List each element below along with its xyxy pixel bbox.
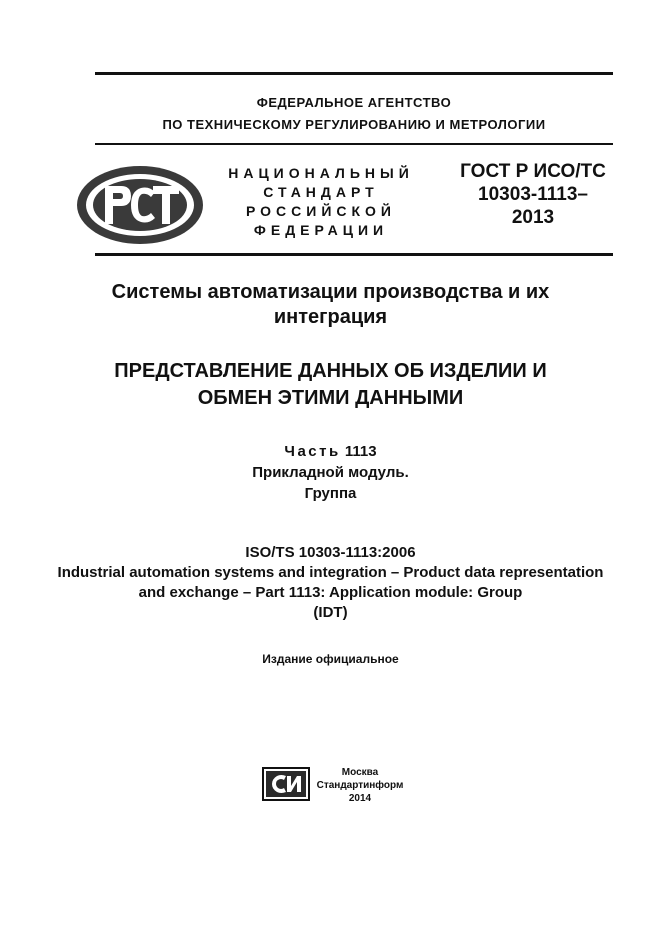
designation-divider: [95, 253, 613, 256]
publisher-year: 2014: [348, 793, 372, 804]
iso-line-3: and exchange – Part 1113: Application module: Group: [138, 584, 523, 601]
title-general: [60, 280, 601, 330]
iso-reference: [40, 543, 621, 623]
part-block: [60, 441, 601, 504]
title-line-3: ПРЕДСТАВЛЕНИЕ ДАННЫХ ОБ ИЗДЕЛИИ И: [114, 360, 547, 382]
iso-line-4: (IDT): [313, 604, 348, 621]
designation-line-2: 10303-1113–: [478, 184, 588, 205]
title-main: [60, 358, 601, 412]
title-line-1: Системы автоматизации производства и их: [111, 281, 550, 303]
iso-line-1: ISO/TS 10303-1113:2006: [245, 544, 416, 561]
header-divider: [95, 143, 613, 145]
part-number: 1113: [344, 443, 377, 460]
publisher-name: Стандартинформ: [316, 780, 404, 791]
standard-type: [210, 164, 432, 240]
part-word: Часть: [284, 443, 341, 460]
part-line-3: Группа: [304, 485, 357, 502]
agency-line-2: ПО ТЕХНИЧЕСКОМУ РЕГУЛИРОВАНИЮ И МЕТРОЛОГИИ: [162, 117, 546, 132]
edition-label: Издание официальное: [262, 652, 399, 666]
title-line-4: ОБМЕН ЭТИМИ ДАННЫМИ: [197, 387, 464, 409]
designation: [438, 160, 628, 229]
standartinform-logo-icon: [262, 767, 310, 801]
designation-line-1: ГОСТ Р ИСО/ТС: [460, 161, 606, 182]
agency-line-1: ФЕДЕРАЛЬНОЕ АГЕНТСТВО: [256, 95, 452, 110]
top-rule-thick: [95, 72, 613, 75]
part-number-line: [60, 441, 601, 462]
publisher-block: [310, 766, 410, 805]
title-line-2: интеграция: [273, 306, 388, 328]
publisher-city: Москва: [341, 767, 379, 778]
iso-line-2: Industrial automation systems and integration – Product data representation: [57, 564, 604, 581]
standard-type-line-1: НАЦИОНАЛЬНЫЙ: [228, 165, 414, 181]
part-line-2: Прикладной модуль.: [252, 464, 409, 481]
rst-gost-emblem-icon: [75, 164, 205, 246]
designation-line-3: 2013: [511, 207, 555, 228]
standard-type-line-3: РОССИЙСКОЙ: [246, 203, 396, 219]
standard-type-line-2: СТАНДАРТ: [263, 184, 379, 200]
standard-type-line-4: ФЕДЕРАЦИИ: [253, 222, 389, 238]
